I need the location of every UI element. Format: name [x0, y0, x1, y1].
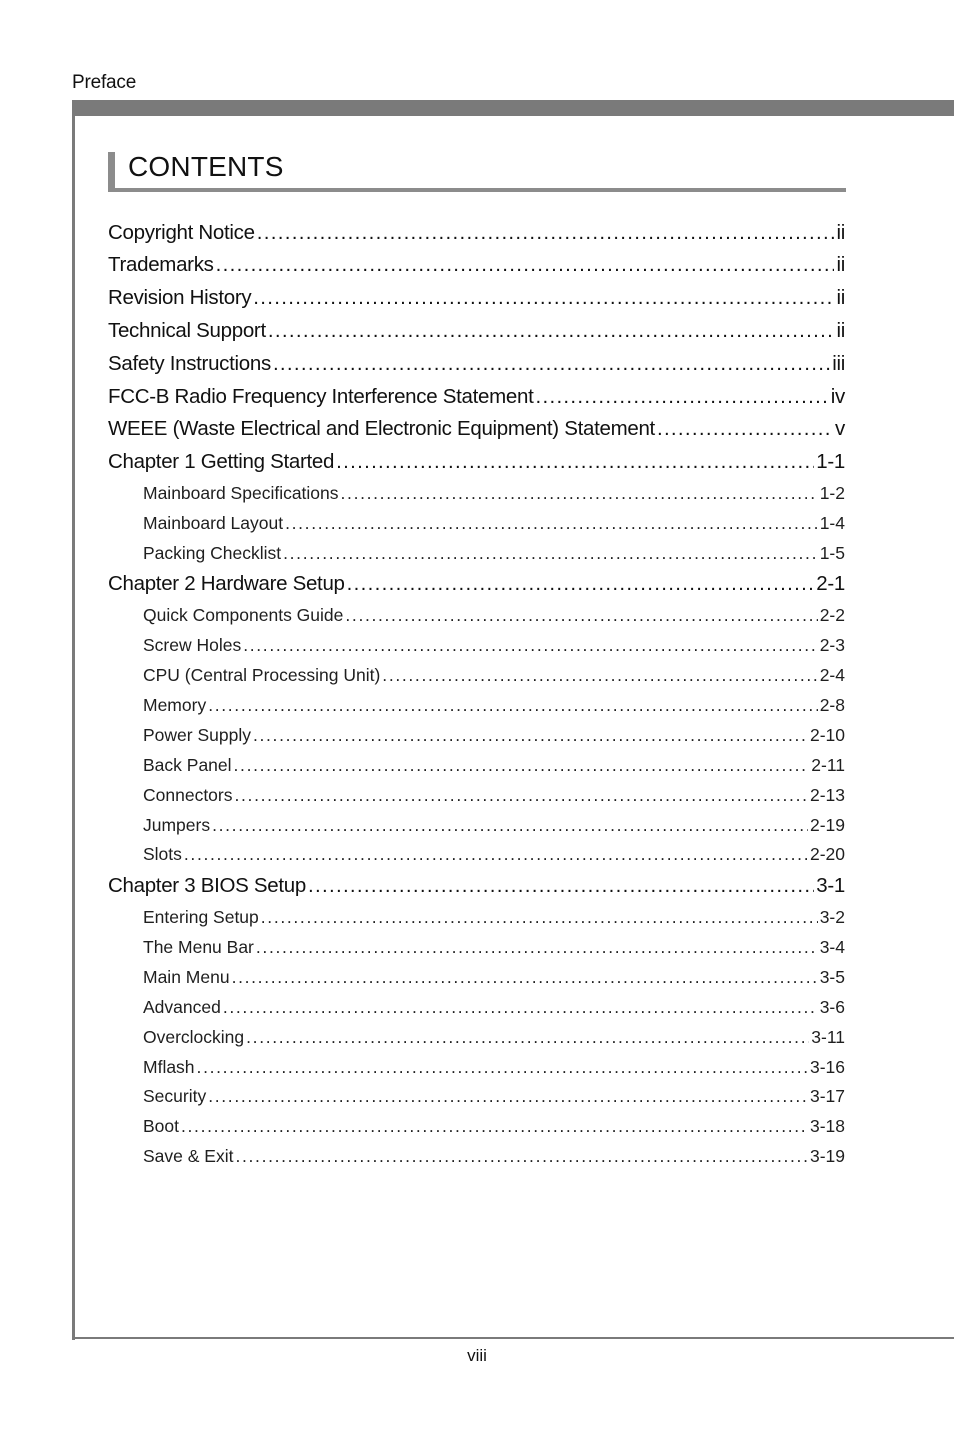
toc-entry-title: Slots [143, 844, 182, 864]
toc-entry-safety-instructions[interactable] [108, 351, 845, 377]
page-number: viii [467, 1346, 487, 1365]
toc-page-number: 1-5 [819, 543, 845, 563]
toc-entry-title: Trademarks [108, 253, 214, 276]
toc-entry-title: FCC-B Radio Frequency Interference Statement [108, 385, 534, 408]
toc-entry-title: Revision History [108, 286, 252, 309]
toc-page-number: 3-4 [819, 937, 845, 957]
toc-entry-memory[interactable] [143, 694, 845, 716]
left-border [72, 100, 75, 1340]
bottom-border [72, 1337, 954, 1339]
toc-entry-technical-support[interactable] [108, 318, 845, 344]
toc-entry-title: Mainboard Specifications [143, 483, 339, 503]
toc-page-number: iv [830, 385, 845, 408]
toc-entry-screw-holes[interactable] [143, 634, 845, 656]
toc-leader-dots [283, 542, 818, 564]
toc-page-number: ii [836, 221, 845, 244]
toc-page-number: 3-6 [819, 997, 845, 1017]
toc-entry-mainboard-specifications[interactable] [143, 482, 845, 504]
toc-entry-back-panel[interactable] [143, 754, 845, 776]
toc-entry-title: Copyright Notice [108, 221, 255, 244]
toc-page-number: 1-4 [819, 513, 845, 533]
toc-page-number: 2-3 [819, 635, 845, 655]
toc-leader-dots [243, 634, 817, 656]
toc-entry-security[interactable] [143, 1085, 845, 1107]
toc-entry-title: Mflash [143, 1057, 195, 1077]
toc-leader-dots [197, 1056, 808, 1078]
toc-leader-dots [535, 384, 828, 410]
toc-entry-title: Advanced [143, 997, 221, 1017]
toc-page-number: ii [836, 253, 845, 276]
toc-leader-dots [308, 873, 814, 899]
toc-entry-title: Power Supply [143, 725, 251, 745]
toc-leader-dots [256, 936, 818, 958]
toc-page-number: 2-4 [819, 665, 845, 685]
toc-entry-title: Security [143, 1086, 207, 1106]
toc-page-number: 2-13 [809, 785, 845, 805]
toc-leader-dots [246, 1026, 809, 1048]
toc-entry-title: CPU (Central Processing Unit) [143, 665, 381, 685]
toc-leader-dots [212, 814, 808, 836]
toc-leader-dots [268, 318, 835, 344]
toc-page-number: 2-20 [809, 844, 845, 864]
heading-accent-bar [108, 152, 115, 188]
toc-entry-chapter-3[interactable] [108, 873, 845, 899]
toc-leader-dots [234, 754, 810, 776]
contents-title: CONTENTS [128, 151, 284, 182]
toc-entry-revision-history[interactable] [108, 285, 845, 311]
toc-entry-title: Main Menu [143, 967, 230, 987]
toc-entry-entering-setup[interactable] [143, 906, 845, 928]
toc-entry-menu-bar[interactable] [143, 936, 845, 958]
toc-entry-title: Chapter 3 BIOS Setup [108, 874, 306, 897]
toc-page-number: ii [836, 319, 845, 342]
toc-leader-dots [235, 1145, 808, 1167]
toc-entry-save-exit[interactable] [143, 1145, 845, 1167]
toc-page-number: 3-17 [809, 1086, 845, 1106]
toc-page-number: 3-18 [809, 1116, 845, 1136]
toc-page-number: 2-11 [811, 755, 845, 775]
toc-page-number: 3-5 [819, 967, 845, 987]
toc-entry-weee-statement[interactable] [108, 416, 845, 442]
toc-leader-dots [657, 416, 833, 442]
toc-page-number: 2-19 [809, 815, 845, 835]
toc-leader-dots [181, 1115, 808, 1137]
toc-entry-power-supply[interactable] [143, 724, 845, 746]
toc-leader-dots [261, 906, 818, 928]
toc-entry-boot[interactable] [143, 1115, 845, 1137]
toc-page-number: 2-1 [816, 572, 845, 595]
header-bar [72, 100, 954, 116]
toc-entry-main-menu[interactable] [143, 966, 845, 988]
toc-entry-mflash[interactable] [143, 1056, 845, 1078]
toc-entry-title: Mainboard Layout [143, 513, 284, 533]
toc-leader-dots [223, 996, 818, 1018]
toc-entry-title: Back Panel [143, 755, 232, 775]
toc-page-number: 3-1 [816, 874, 845, 897]
toc-entry-title: Chapter 1 Getting Started [108, 450, 335, 473]
toc-entry-cpu[interactable] [143, 664, 845, 686]
toc-entry-overclocking[interactable] [143, 1026, 845, 1048]
toc-leader-dots [208, 1085, 808, 1107]
toc-entry-fcc-statement[interactable] [108, 384, 845, 410]
toc-leader-dots [345, 604, 817, 626]
toc-page-number: 2-8 [819, 695, 845, 715]
toc-entry-title: Technical Support [108, 319, 266, 342]
toc-entry-title: Entering Setup [143, 907, 259, 927]
toc-entry-title: Memory [143, 695, 207, 715]
toc-entry-title: Chapter 2 Hardware Setup [108, 572, 345, 595]
toc-page-number: 1-2 [819, 483, 845, 503]
toc-page-number: 3-2 [819, 907, 845, 927]
toc-entry-packing-checklist[interactable] [143, 542, 845, 564]
toc-entry-title: Connectors [143, 785, 233, 805]
toc-entry-connectors[interactable] [143, 784, 845, 806]
toc-page-number: 2-2 [819, 605, 845, 625]
toc-leader-dots [232, 966, 818, 988]
toc-entry-title: Save & Exit [143, 1146, 234, 1166]
toc-entry-slots[interactable] [143, 843, 845, 865]
toc-entry-title: WEEE (Waste Electrical and Electronic Equipment) Statement [108, 417, 655, 440]
toc-entry-trademarks[interactable] [108, 252, 845, 278]
toc-entry-chapter-2[interactable] [108, 571, 845, 597]
toc-page-number: ii [836, 286, 845, 309]
toc-entry-title: Boot [143, 1116, 179, 1136]
toc-leader-dots [253, 724, 808, 746]
toc-page-number: 3-11 [811, 1027, 845, 1047]
toc-entry-copyright-notice[interactable] [108, 220, 845, 246]
toc-entry-chapter-1[interactable] [108, 449, 845, 475]
toc-page-number: 2-10 [809, 725, 845, 745]
toc-leader-dots [273, 351, 830, 377]
toc-leader-dots [382, 664, 817, 686]
toc-entry-jumpers[interactable] [143, 814, 845, 836]
toc-leader-dots [347, 571, 815, 597]
toc-leader-dots [257, 220, 835, 246]
toc-entry-title: Packing Checklist [143, 543, 282, 563]
toc-page-number: 3-16 [809, 1057, 845, 1077]
toc-page-number: 1-1 [816, 450, 845, 473]
toc-entry-title: Safety Instructions [108, 352, 271, 375]
contents-heading [108, 150, 846, 192]
toc-entry-title: Overclocking [143, 1027, 245, 1047]
toc-page-number: iii [832, 352, 845, 375]
toc-entry-title: Quick Components Guide [143, 605, 344, 625]
toc-leader-dots [235, 784, 808, 806]
toc-entry-advanced[interactable] [143, 996, 845, 1018]
toc-leader-dots [208, 694, 818, 716]
toc-leader-dots [184, 843, 808, 865]
toc-leader-dots [336, 449, 814, 475]
toc-leader-dots [253, 285, 834, 311]
toc-leader-dots [216, 252, 835, 278]
toc-leader-dots [341, 482, 818, 504]
toc-entry-title: Jumpers [143, 815, 211, 835]
toc-page-number: 3-19 [809, 1146, 845, 1166]
section-label: Preface [72, 72, 137, 93]
toc-page-number: v [835, 417, 845, 440]
toc-entry-title: The Menu Bar [143, 937, 254, 957]
toc-entry-quick-components-guide[interactable] [143, 604, 845, 626]
toc-leader-dots [285, 512, 818, 534]
toc-entry-mainboard-layout[interactable] [143, 512, 845, 534]
toc-entry-title: Screw Holes [143, 635, 242, 655]
